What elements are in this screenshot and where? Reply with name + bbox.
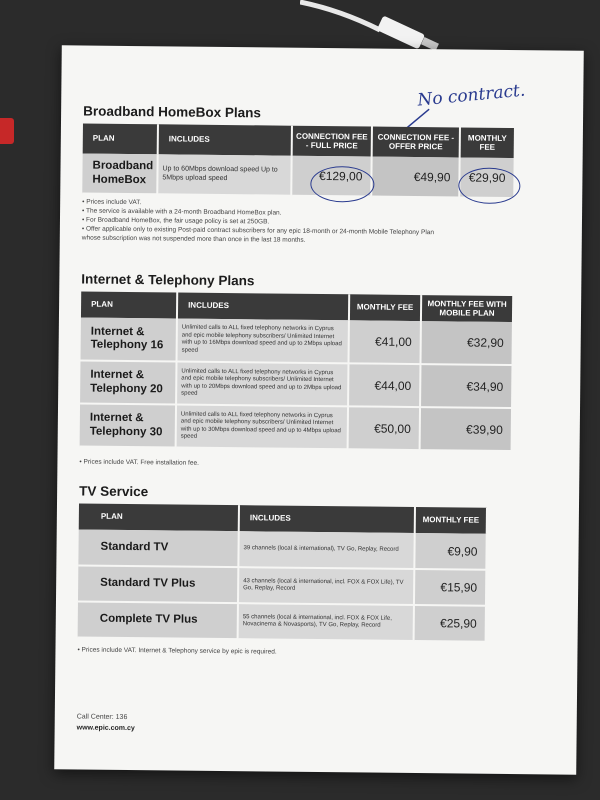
header-plan: PLAN xyxy=(79,503,239,531)
plan-includes: Unlimited calls to ALL fixed telephony networks in Cyprus and epic mobile telephony subscribers/ Unlimited Internet with up to 20Mbps download speed and up to 2Mbps upload speed xyxy=(176,362,348,407)
price-list-sheet xyxy=(54,45,584,774)
note-line: • The service is available with a 24-month Broadband HomeBox plan. xyxy=(82,207,282,217)
monthly-fee-mobile-value: €34,90 xyxy=(420,364,512,408)
header-monthly: MONTHLY FEE xyxy=(460,127,515,158)
table-row xyxy=(78,601,486,641)
table-row xyxy=(80,403,512,451)
header-monthly-with-mobile: MONTHLY FEE WITH MOBILE PLAN xyxy=(421,295,513,322)
plan-includes: 55 channels (local & international, incl. FOX & FOX Life, Novacinema & Novasports), TV Go, Replay, Record xyxy=(238,603,414,641)
plan-includes: 43 channels (local & international, incl. FOX & FOX Life), TV Go, Replay, Record xyxy=(238,567,414,605)
monthly-fee-value: €29,90 xyxy=(459,157,514,198)
plan-includes: Unlimited calls to ALL fixed telephony networks in Cyprus and epic mobile telephony subscribers/ Unlimited Internet with up to 30Mbps download speed and up to 4Mbps upload speed xyxy=(176,405,348,450)
monthly-fee-value: €50,00 xyxy=(348,406,420,450)
plan-name: Internet & Telephony 16 xyxy=(81,318,177,362)
offer-fee-value: €49,90 xyxy=(371,157,459,198)
note-line: • Prices include VAT. xyxy=(82,198,142,207)
footer xyxy=(77,711,135,734)
note-line: • For Broadband HomeBox, the fair usage policy is set at 250GB. xyxy=(81,216,270,226)
plan-includes: Up to 60Mbps download speed Up to 5Mbps upload speed xyxy=(157,154,291,195)
monthly-fee-mobile-value: €39,90 xyxy=(420,407,512,451)
plan-name: Standard TV Plus xyxy=(78,565,238,603)
table-row xyxy=(78,565,486,605)
header-plan: PLAN xyxy=(81,292,177,319)
header-plan: PLAN xyxy=(83,124,158,155)
note-line: • Offer applicable only to existing Post-paid contract subscribers for any epic 18-month or 24-month Mobile Telephony Plan xyxy=(81,225,435,237)
table-row xyxy=(82,154,514,199)
header-includes: INCLUDES xyxy=(177,293,349,321)
handwritten-circle xyxy=(310,166,374,203)
plan-name: Complete TV Plus xyxy=(78,601,238,639)
plan-name: Broadband HomeBox xyxy=(82,154,157,195)
table-row xyxy=(81,318,513,366)
tv-section-title: TV Service xyxy=(79,483,149,500)
monthly-fee-value: €9,90 xyxy=(414,533,486,570)
plan-name: Internet & Telephony 30 xyxy=(80,403,176,447)
header-includes: INCLUDES xyxy=(239,505,415,533)
plan-includes: Unlimited calls to ALL fixed telephony networks in Cyprus and epic mobile telephony subscribers/ Unlimited Internet with up to 16Mbps download speed and up to 2Mbps upload speed xyxy=(177,319,349,364)
tv-table xyxy=(78,503,488,642)
plan-name: Internet & Telephony 20 xyxy=(80,360,176,404)
header-connection-offer: CONNECTION FEE - OFFER PRICE xyxy=(372,127,460,158)
website-text: www.epic.com.cy xyxy=(76,724,135,733)
internet-table xyxy=(80,292,515,453)
plan-name: Standard TV xyxy=(78,529,238,567)
monthly-fee-value: €25,90 xyxy=(414,605,486,642)
monthly-fee-value: €44,00 xyxy=(348,363,420,407)
header-monthly: MONTHLY FEE xyxy=(415,507,487,534)
header-connection-full: CONNECTION FEE - FULL PRICE xyxy=(292,126,372,157)
handwritten-note: No contract. xyxy=(416,80,527,111)
broadband-section-title: Broadband HomeBox Plans xyxy=(83,103,261,121)
monthly-fee-mobile-value: €32,90 xyxy=(420,321,512,365)
monthly-fee-value: €15,90 xyxy=(414,569,486,606)
table-row xyxy=(80,360,512,408)
table-row xyxy=(78,529,486,569)
broadband-table xyxy=(82,124,516,200)
header-includes: INCLUDES xyxy=(158,124,292,155)
tv-note: • Prices include VAT. Internet & Telephony service by epic is required. xyxy=(77,646,277,656)
call-center-text: Call Center: 136 xyxy=(76,713,128,722)
plan-includes: 39 channels (local & international), TV Go, Replay, Record xyxy=(238,531,414,569)
handwritten-circle xyxy=(458,167,520,204)
broadband-notes xyxy=(82,198,435,247)
internet-section-title: Internet & Telephony Plans xyxy=(81,271,255,289)
full-fee-value: €129,00 xyxy=(291,156,371,197)
red-object-edge xyxy=(0,118,14,144)
header-monthly: MONTHLY FEE xyxy=(349,294,421,321)
note-line: whose subscription was not suspended more than once in the last 18 months. xyxy=(81,234,306,245)
internet-note: • Prices include VAT. Free installation fee. xyxy=(79,458,199,467)
monthly-fee-value: €41,00 xyxy=(348,320,420,364)
